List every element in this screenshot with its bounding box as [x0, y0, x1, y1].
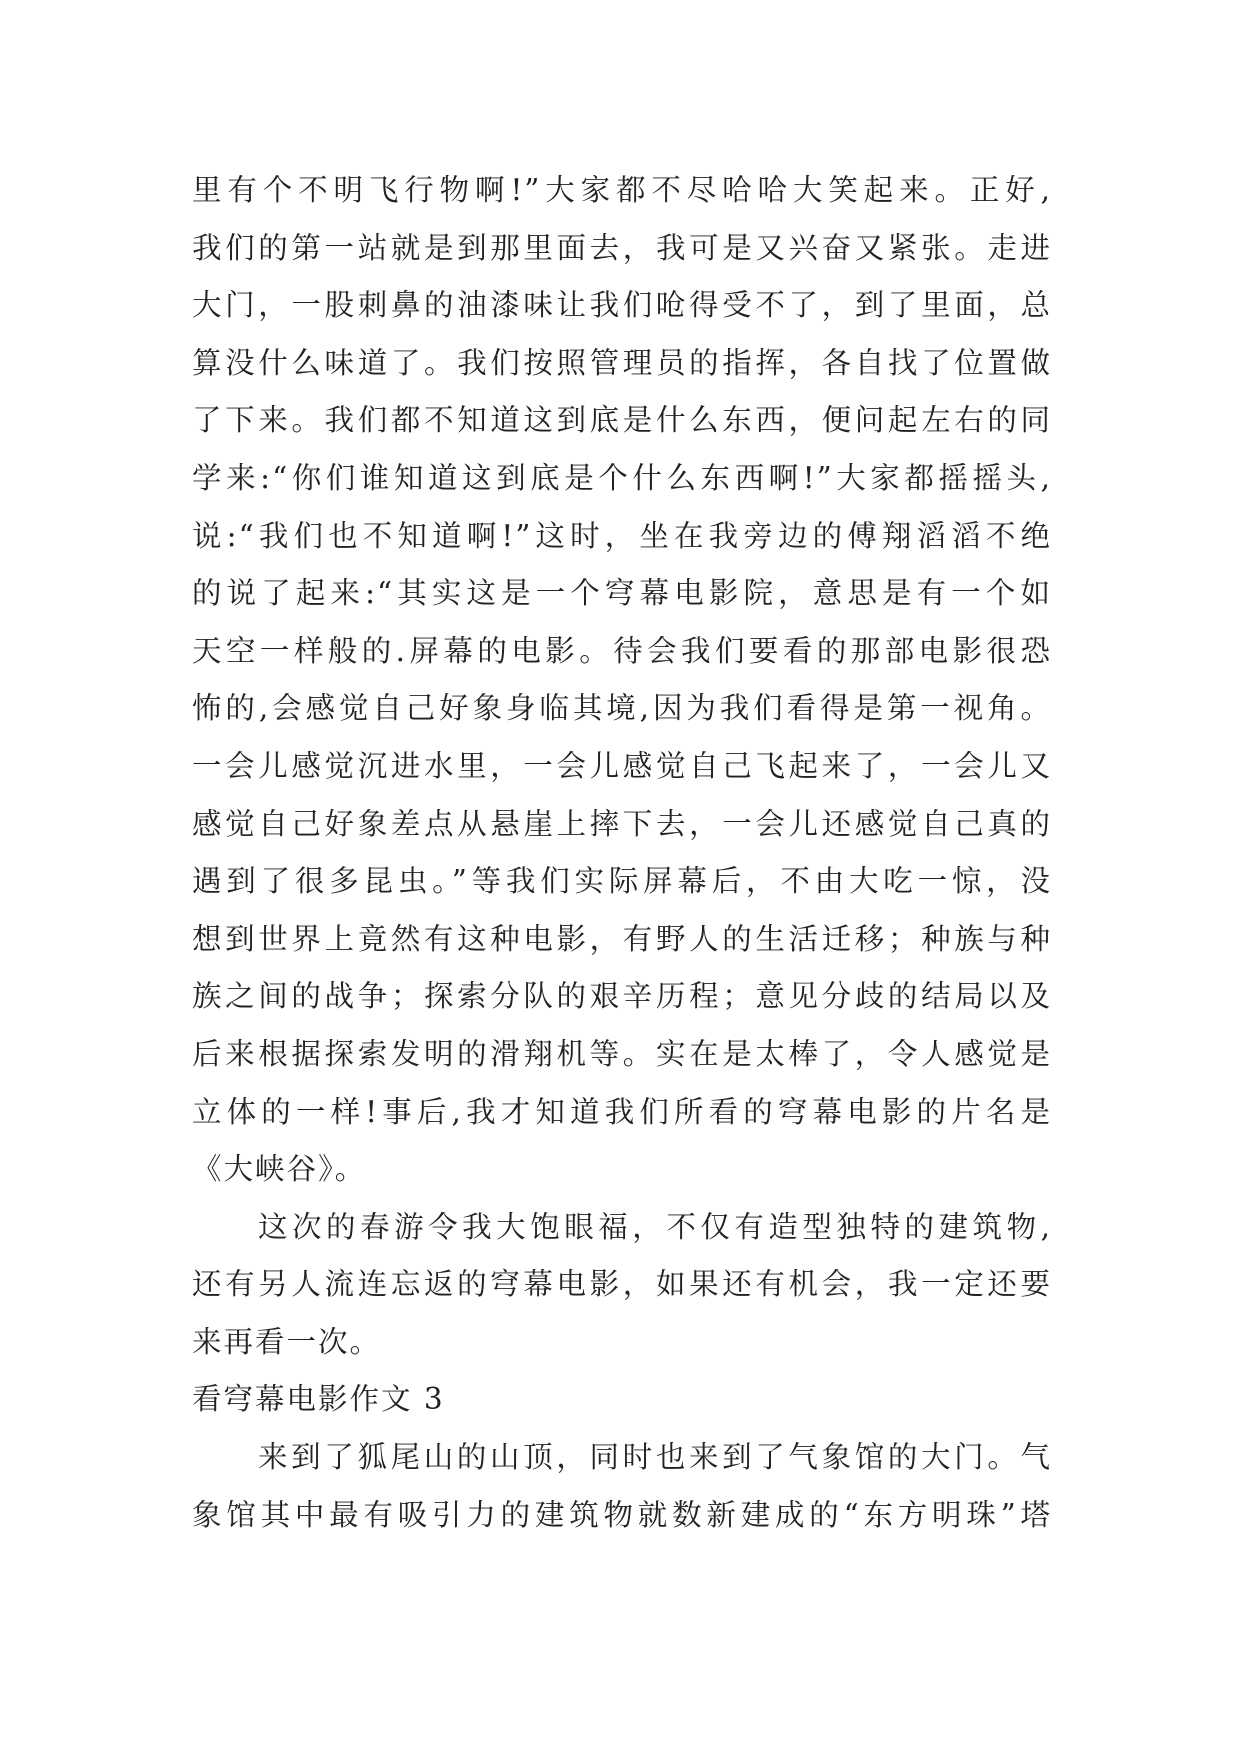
document-body: [192, 162, 1052, 1544]
text-line: 象馆其中最有吸引力的建筑物就数新建成的“东方明珠”塔: [192, 1497, 1052, 1532]
text-line: 一会儿感觉沉进水里，一会儿感觉自己飞起来了，一会儿又: [192, 748, 1052, 783]
text-line: 的说了起来:“其实这是一个穹幕电影院，意思是有一个如: [192, 576, 1052, 611]
paragraph-3: [192, 1429, 1052, 1544]
text-line: 算没什么味道了。我们按照管理员的指挥，各自找了位置做: [192, 345, 1052, 380]
text-line: 来到了狐尾山的山顶，同时也来到了气象馆的大门。气: [258, 1440, 1052, 1475]
paragraph-2: [192, 1199, 1052, 1372]
text-line: 想到世界上竟然有这种电影，有野人的生活迁移；种族与种: [192, 921, 1052, 956]
section-heading: 看穹幕电影作文 3: [192, 1382, 445, 1417]
text-line: 感觉自己好象差点从悬崖上摔下去，一会儿还感觉自己真的: [192, 806, 1052, 841]
text-line: 说:“我们也不知道啊!”这时，坐在我旁边的傅翔滔滔不绝: [192, 518, 1052, 553]
text-line: 来再看一次。: [192, 1324, 382, 1359]
text-line: 后来根据探索发明的滑翔机等。实在是太棒了，令人感觉是: [192, 1036, 1052, 1071]
text-line: 里有个不明飞行物啊!”大家都不尽哈哈大笑起来。正好,: [192, 173, 1052, 207]
text-line: 学来:“你们谁知道这到底是个什么东西啊!”大家都摇摇头,: [192, 460, 1052, 495]
text-line: 立体的一样!事后,我才知道我们所看的穹幕电影的片名是: [192, 1094, 1052, 1129]
text-line: 怖的,会感觉自己好象身临其境,因为我们看得是第一视角。: [192, 691, 1052, 726]
text-line: 了下来。我们都不知道这到底是什么东西，便问起左右的同: [192, 403, 1052, 438]
text-line: 还有另人流连忘返的穹幕电影，如果还有机会，我一定还要: [192, 1267, 1052, 1302]
text-line: 这次的春游令我大饱眼福，不仅有造型独特的建筑物,: [258, 1209, 1052, 1244]
text-line: 我们的第一站就是到那里面去，我可是又兴奋又紧张。走进: [192, 230, 1052, 265]
text-line: 《大峡谷》。: [192, 1152, 367, 1187]
paragraph-1: [192, 162, 1052, 1199]
text-line: 大门，一股刺鼻的油漆味让我们呛得受不了，到了里面，总: [192, 288, 1052, 323]
text-line: 族之间的战争；探索分队的艰辛历程；意见分歧的结局以及: [192, 979, 1052, 1014]
text-line: 遇到了很多昆虫。”等我们实际屏幕后，不由大吃一惊，没: [192, 864, 1052, 899]
text-line: 天空一样般的.屏幕的电影。待会我们要看的那部电影很恐: [192, 633, 1052, 668]
